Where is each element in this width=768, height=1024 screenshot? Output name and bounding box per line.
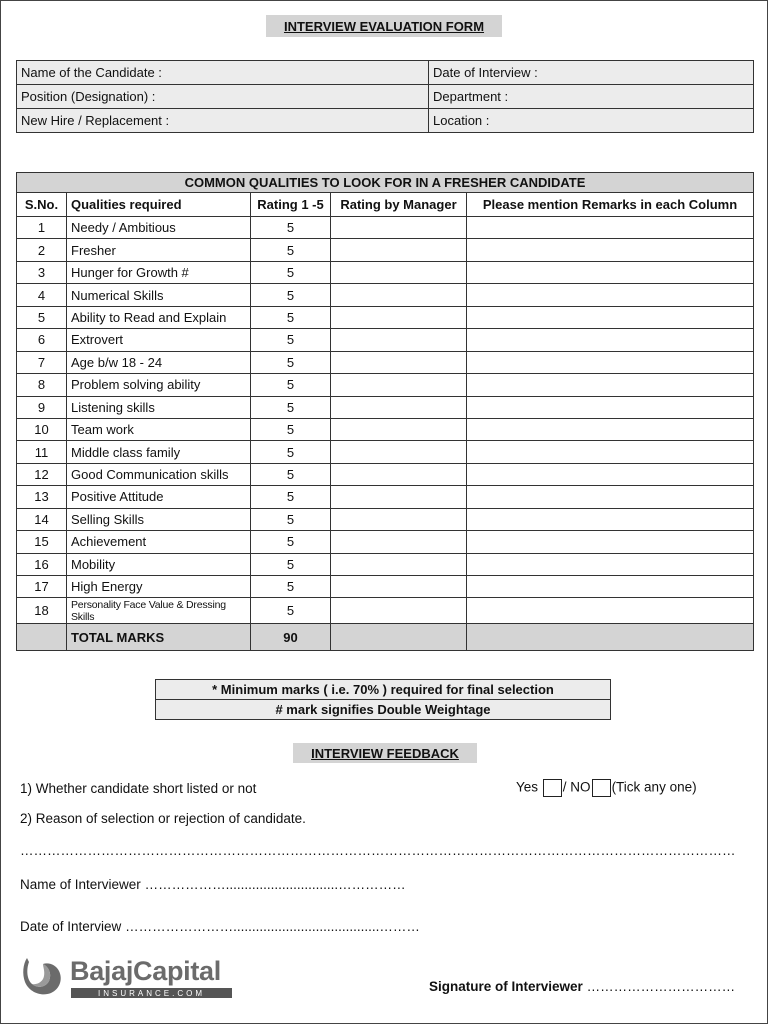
quality-name: Positive Attitude [67,486,251,508]
quality-name: High Energy [67,576,251,598]
manager-rating-cell[interactable] [331,531,467,553]
quality-max-rating: 5 [251,374,331,396]
feedback-title: INTERVIEW FEEDBACK [293,743,477,763]
quality-name: Age b/w 18 - 24 [67,351,251,373]
yes-checkbox[interactable] [543,779,562,797]
remarks-cell[interactable] [467,217,754,239]
quality-max-rating: 5 [251,284,331,306]
quality-row [17,396,754,418]
quality-max-rating: 5 [251,508,331,530]
quality-sno: 8 [17,374,67,396]
quality-max-rating: 5 [251,598,331,624]
header-remarks: Please mention Remarks in each Column [467,193,754,217]
hire-type-field[interactable]: New Hire / Replacement : [17,109,429,133]
quality-row [17,374,754,396]
manager-rating-cell[interactable] [331,239,467,261]
remarks-cell[interactable] [467,531,754,553]
remarks-cell[interactable] [467,553,754,575]
quality-max-rating: 5 [251,306,331,328]
quality-row [17,306,754,328]
quality-sno: 1 [17,217,67,239]
quality-max-rating: 5 [251,418,331,440]
interview-date-field[interactable]: Date of Interview : [429,61,754,85]
header-rating: Rating 1 -5 [251,193,331,217]
quality-sno: 2 [17,239,67,261]
quality-row [17,486,754,508]
interviewer-name-line[interactable]: ………………..............................…………… [144,877,406,892]
quality-sno: 9 [17,396,67,418]
quality-name: Ability to Read and Explain [67,306,251,328]
interview-date-row [20,919,420,934]
yes-label: Yes [516,779,539,795]
header-manager-rating: Rating by Manager [331,193,467,217]
reason-question: 2) Reason of selection or rejection of candidate. [20,811,306,826]
department-field[interactable]: Department : [429,85,754,109]
quality-sno: 16 [17,553,67,575]
quality-max-rating: 5 [251,531,331,553]
manager-rating-cell[interactable] [331,374,467,396]
quality-name: Mobility [67,553,251,575]
quality-sno: 6 [17,329,67,351]
interviewer-name-row [20,877,406,892]
quality-sno: 12 [17,463,67,485]
min-marks-note: * Minimum marks ( i.e. 70% ) required for final selection [156,680,611,700]
quality-name: Numerical Skills [67,284,251,306]
quality-row [17,418,754,440]
manager-rating-cell[interactable] [331,284,467,306]
interview-date-label: Date of Interview [20,919,122,934]
remarks-cell[interactable] [467,329,754,351]
quality-row [17,598,754,624]
quality-max-rating: 5 [251,261,331,283]
logo-mark-icon [19,954,65,998]
notes-box [155,679,611,720]
remarks-cell[interactable] [467,396,754,418]
quality-name: Personality Face Value & Dressing Skills [67,598,251,624]
location-field[interactable]: Location : [429,109,754,133]
interview-date-line[interactable]: …………………….......................................……… [125,919,420,934]
quality-row [17,441,754,463]
quality-max-rating: 5 [251,553,331,575]
quality-row [17,217,754,239]
quality-name: Hunger for Growth # [67,261,251,283]
quality-name: Good Communication skills [67,463,251,485]
quality-name: Listening skills [67,396,251,418]
brand-sub: INSURANCE.COM [71,988,232,998]
quality-max-rating: 5 [251,576,331,598]
remarks-cell[interactable] [467,441,754,463]
remarks-cell[interactable] [467,508,754,530]
manager-rating-cell[interactable] [331,418,467,440]
manager-rating-cell[interactable] [331,396,467,418]
quality-row [17,553,754,575]
manager-rating-cell[interactable] [331,576,467,598]
remarks-cell[interactable] [467,418,754,440]
manager-rating-cell[interactable] [331,329,467,351]
quality-name: Problem solving ability [67,374,251,396]
manager-rating-cell[interactable] [331,508,467,530]
quality-sno: 17 [17,576,67,598]
signature-line[interactable]: …………………………… [586,979,736,994]
quality-name: Team work [67,418,251,440]
reason-line[interactable]: …………………………………………………………………………………………………………………………………………… [20,843,736,858]
quality-sno: 11 [17,441,67,463]
qualities-caption: COMMON QUALITIES TO LOOK FOR IN A FRESHER CANDIDATE [17,173,754,193]
candidate-name-field[interactable]: Name of the Candidate : [17,61,429,85]
quality-max-rating: 5 [251,217,331,239]
quality-row [17,463,754,485]
remarks-cell[interactable] [467,598,754,624]
header-sno: S.No. [17,193,67,217]
manager-rating-cell[interactable] [331,306,467,328]
quality-name: Middle class family [67,441,251,463]
total-value: 90 [251,624,331,651]
total-label: TOTAL MARKS [67,624,251,651]
quality-sno: 4 [17,284,67,306]
quality-sno: 7 [17,351,67,373]
brand-name: BajajCapital [70,956,221,986]
no-label: / NO [562,779,591,795]
remarks-cell[interactable] [467,351,754,373]
interviewer-name-label: Name of Interviewer [20,877,141,892]
header-quality: Qualities required [67,193,251,217]
position-field[interactable]: Position (Designation) : [17,85,429,109]
manager-rating-cell[interactable] [331,261,467,283]
quality-max-rating: 5 [251,396,331,418]
quality-sno: 15 [17,531,67,553]
quality-row [17,351,754,373]
quality-max-rating: 5 [251,351,331,373]
quality-row [17,329,754,351]
shortlist-question: 1) Whether candidate short listed or not [20,781,257,796]
signature-row [429,979,735,994]
quality-sno: 13 [17,486,67,508]
form-title: INTERVIEW EVALUATION FORM [266,15,502,37]
quality-row [17,576,754,598]
quality-sno: 14 [17,508,67,530]
quality-row [17,531,754,553]
quality-row [17,239,754,261]
quality-max-rating: 5 [251,239,331,261]
manager-rating-cell[interactable] [331,553,467,575]
quality-max-rating: 5 [251,329,331,351]
manager-rating-cell[interactable] [331,463,467,485]
total-remarks-cell [467,624,754,651]
tick-hint: (Tick any one) [611,779,697,795]
quality-name: Fresher [67,239,251,261]
quality-name: Achievement [67,531,251,553]
candidate-info-table [16,60,754,133]
manager-rating-cell[interactable] [331,486,467,508]
manager-rating-cell[interactable] [331,598,467,624]
quality-name: Extrovert [67,329,251,351]
quality-max-rating: 5 [251,463,331,485]
quality-sno: 5 [17,306,67,328]
remarks-cell[interactable] [467,284,754,306]
remarks-cell[interactable] [467,261,754,283]
quality-row [17,261,754,283]
total-blank [17,624,67,651]
remarks-cell[interactable] [467,239,754,261]
quality-sno: 18 [17,598,67,624]
double-weight-note: # mark signifies Double Weightage [156,700,611,720]
quality-name: Selling Skills [67,508,251,530]
manager-rating-cell[interactable] [331,351,467,373]
quality-max-rating: 5 [251,486,331,508]
manager-rating-cell[interactable] [331,217,467,239]
bajaj-capital-logo [19,954,235,1000]
manager-rating-cell[interactable] [331,441,467,463]
quality-sno: 3 [17,261,67,283]
quality-row [17,284,754,306]
signature-label: Signature of Interviewer [429,979,583,994]
remarks-cell[interactable] [467,463,754,485]
qualities-table [16,172,754,651]
remarks-cell[interactable] [467,374,754,396]
no-checkbox[interactable] [592,779,611,797]
quality-max-rating: 5 [251,441,331,463]
quality-name: Needy / Ambitious [67,217,251,239]
quality-row [17,508,754,530]
remarks-cell[interactable] [467,486,754,508]
quality-sno: 10 [17,418,67,440]
total-manager-cell [331,624,467,651]
remarks-cell[interactable] [467,576,754,598]
remarks-cell[interactable] [467,306,754,328]
shortlist-options [516,779,697,797]
